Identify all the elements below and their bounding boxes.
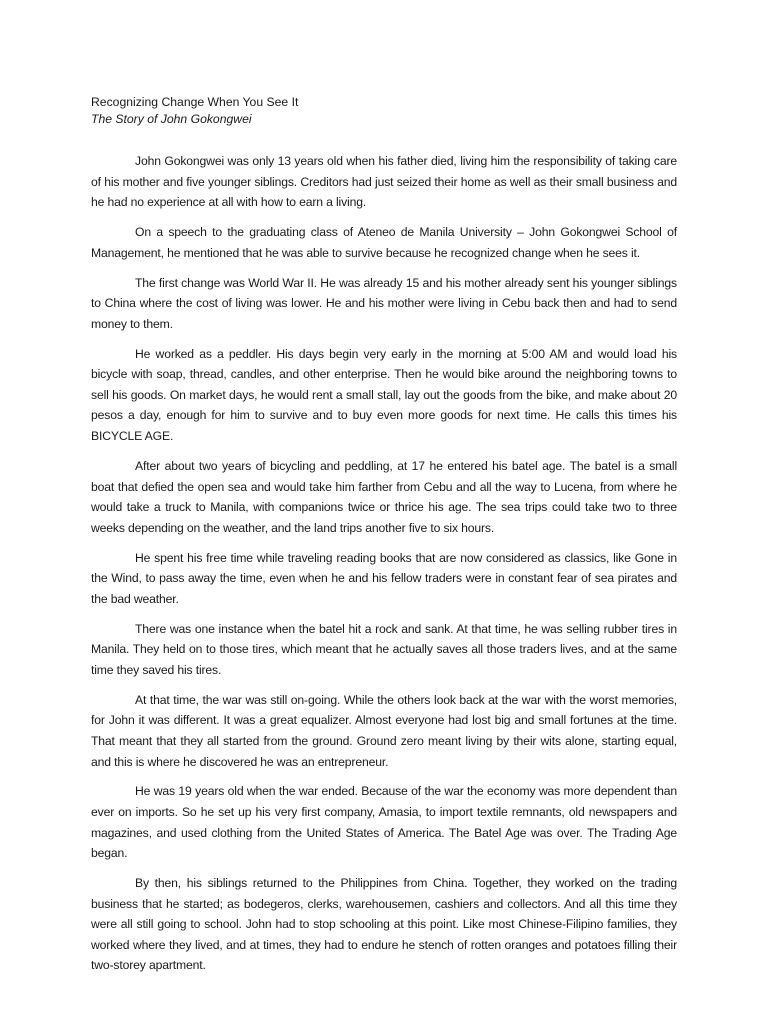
document-body <box>91 151 677 976</box>
paragraph: On a speech to the graduating class of Ateneo de Manila University – John Gokongwei School of Management, he mentioned that he was able to survive because he recognized change when he sees it. <box>91 225 677 260</box>
paragraph: After about two years of bicycling and peddling, at 17 he entered his batel age. The batel is a small boat that defied the open sea and would take him farther from Cebu and all the way to Lucena, from where he would take a truck to Manila, with companions twice or thrice his age. The sea trips could take two to three weeks depending on the weather, and the land trips another five to six hours. <box>91 458 677 535</box>
paragraph: John Gokongwei was only 13 years old when his father died, living him the responsibility of taking care of his mother and five younger siblings. Creditors had just seized their home as well as their small business and he had no experience at all with how to earn a living. <box>91 154 677 210</box>
document-title: Recognizing Change When You See It <box>91 95 299 109</box>
document-subtitle: The Story of John Gokongwei <box>91 112 252 126</box>
paragraph: By then, his siblings returned to the Philippines from China. Together, they worked on the trading business that he started; as bodegeros, clerks, warehousemen, cashiers and collectors. And all this time they were all still going to school. John had to stop schooling at this point. Like most Chinese-Filipino families, they worked where they lived, and at times, they had to endure he stench of rotten oranges and potatoes filling their two-storey apartment. <box>91 876 677 973</box>
paragraph: He was 19 years old when the war ended. Because of the war the economy was more dependent than ever on imports. So he set up his very first company, Amasia, to import textile remnants, old newspapers and magazines, and used clothing from the United States of America. The Batel Age was over. The Trading Age began. <box>91 784 677 861</box>
paragraph: He worked as a peddler. His days begin very early in the morning at 5:00 AM and would load his bicycle with soap, thread, candles, and other enterprise. Then he would bike around the neighboring towns to sell his goods. On market days, he would rent a small stall, lay out the goods from the bike, and make about 20 pesos a day, enough for him to survive and to buy even more goods for next time. He calls this times his BICYCLE AGE. <box>91 346 677 444</box>
paragraph: He spent his free time while traveling reading books that are now considered as classics, like Gone in the Wind, to pass away the time, even when he and his fellow traders were in constant fear of sea pirates and the bad weather. <box>91 550 677 606</box>
paragraph: The first change was World War II. He was already 15 and his mother already sent his younger siblings to China where the cost of living was lower. He and his mother were living in Cebu back then and had to send money to them. <box>91 275 677 331</box>
document-page <box>91 94 677 985</box>
paragraph: There was one instance when the batel hit a rock and sank. At that time, he was selling rubber tires in Manila. They held on to those tires, which meant that he actually saves all those traders lives, and at the same time they saved his tires. <box>91 621 677 677</box>
paragraph: At that time, the war was still on-going. While the others look back at the war with the worst memories, for John it was different. It was a great equalizer. Almost everyone had lost big and small fortunes at the time. That meant that they all started from the ground. Ground zero meant living by their wits alone, starting equal, and this is where he discovered he was an entrepreneur. <box>91 692 677 769</box>
